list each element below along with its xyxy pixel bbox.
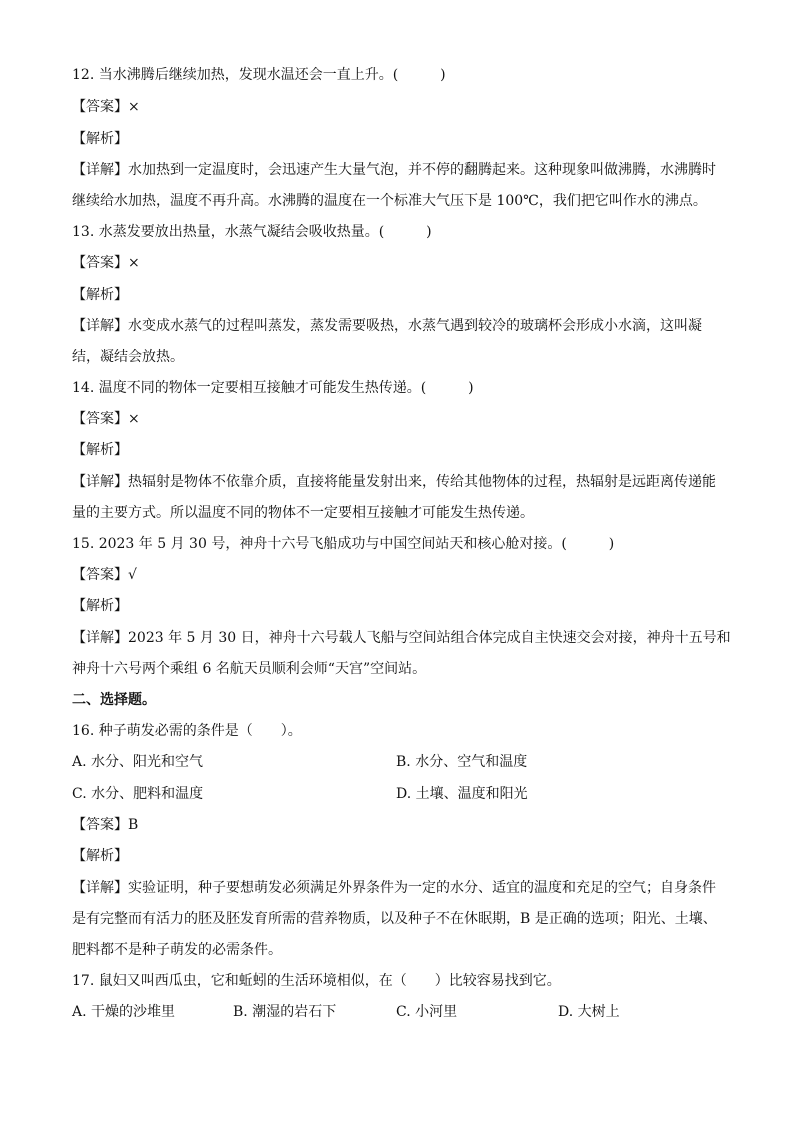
question-13-detail-line-1: 【详解】水变成水蒸气的过程叫蒸发，蒸发需要吸热，水蒸气遇到较冷的玻璃杯会形成小水滴，这叫凝 <box>72 318 702 334</box>
question-15-detail-line-1: 【详解】2023 年 5 月 30 日，神舟十六号载人飞船与空间站组合体完成自主快速交会对接，神舟十五号和 <box>72 630 731 646</box>
question-17-option-b: B. 潮湿的岩石下 <box>233 1004 337 1020</box>
question-16-detail-line-2: 是有完整而有活力的胚及胚发育所需的营养物质，以及种子不在休眠期，B 是正确的选项；阳光、土壤、 <box>72 911 717 927</box>
question-16-analysis: 【解析】 <box>72 848 128 864</box>
question-16-option-a: A. 水分、阳光和空气 <box>72 754 204 770</box>
question-17-option-a: A. 干燥的沙堆里 <box>72 1004 176 1020</box>
question-17-option-c: C. 小河里 <box>396 1004 458 1020</box>
question-14-detail-line-2: 量的主要方式。所以温度不同的物体不一定要相互接触才可能发生热传递。 <box>72 505 534 521</box>
question-16-detail-line-3: 肥料都不是种子萌发的必需条件。 <box>72 942 282 958</box>
question-12-answer: 【答案】× <box>72 99 140 115</box>
question-13-detail-line-2: 结，凝结会放热。 <box>72 349 184 365</box>
question-16-option-c: C. 水分、肥料和温度 <box>72 786 204 802</box>
question-17-stem: 17. 鼠妇又叫西瓜虫，它和蚯蚓的生活环境相似，在（ ）比较容易找到它。 <box>72 973 561 989</box>
question-14-detail-line-1: 【详解】热辐射是物体不依靠介质，直接将能量发射出来，传给其他物体的过程，热辐射是远距离传递能 <box>72 474 716 490</box>
question-12-detail-line-2: 继续给水加热，温度不再升高。水沸腾的温度在一个标准大气压下是 100℃，我们把它叫作水的沸点。 <box>72 193 707 209</box>
question-16-option-d: D. 土壤、温度和阳光 <box>396 786 528 802</box>
question-14-analysis: 【解析】 <box>72 442 128 458</box>
question-15-answer: 【答案】√ <box>72 567 137 583</box>
question-15-analysis: 【解析】 <box>72 598 128 614</box>
question-16-stem: 16. 种子萌发必需的条件是（ ）。 <box>72 723 302 739</box>
question-15-stem: 15. 2023 年 5 月 30 号，神舟十六号飞船成功与中国空间站天和核心舱对接。( ) <box>72 536 615 552</box>
question-16-detail-line-1: 【详解】实验证明，种子要想萌发必须满足外界条件为一定的水分、适宜的温度和充足的空气；自身条件 <box>72 880 716 896</box>
question-16-option-b: B. 水分、空气和温度 <box>396 754 528 770</box>
section-2-title: 二、选择题。 <box>72 692 156 708</box>
question-14-stem: 14. 温度不同的物体一定要相互接触才可能发生热传递。( ) <box>72 380 474 396</box>
question-17-option-d: D. 大树上 <box>558 1004 620 1020</box>
question-14-answer: 【答案】× <box>72 411 140 427</box>
question-12-analysis: 【解析】 <box>72 131 128 147</box>
question-16-answer: 【答案】B <box>72 817 139 833</box>
question-13-answer: 【答案】× <box>72 255 140 271</box>
question-13-stem: 13. 水蒸发要放出热量，水蒸气凝结会吸收热量。( ) <box>72 224 432 240</box>
question-12-detail-line-1: 【详解】水加热到一定温度时，会迅速产生大量气泡，并不停的翻腾起来。这种现象叫做沸腾，水沸腾时 <box>72 162 716 178</box>
question-15-detail-line-2: 神舟十六号两个乘组 6 名航天员顺利会师“天宫”空间站。 <box>72 661 427 677</box>
question-12-stem: 12. 当水沸腾后继续加热，发现水温还会一直上升。( ) <box>72 67 446 83</box>
question-13-analysis: 【解析】 <box>72 287 128 303</box>
